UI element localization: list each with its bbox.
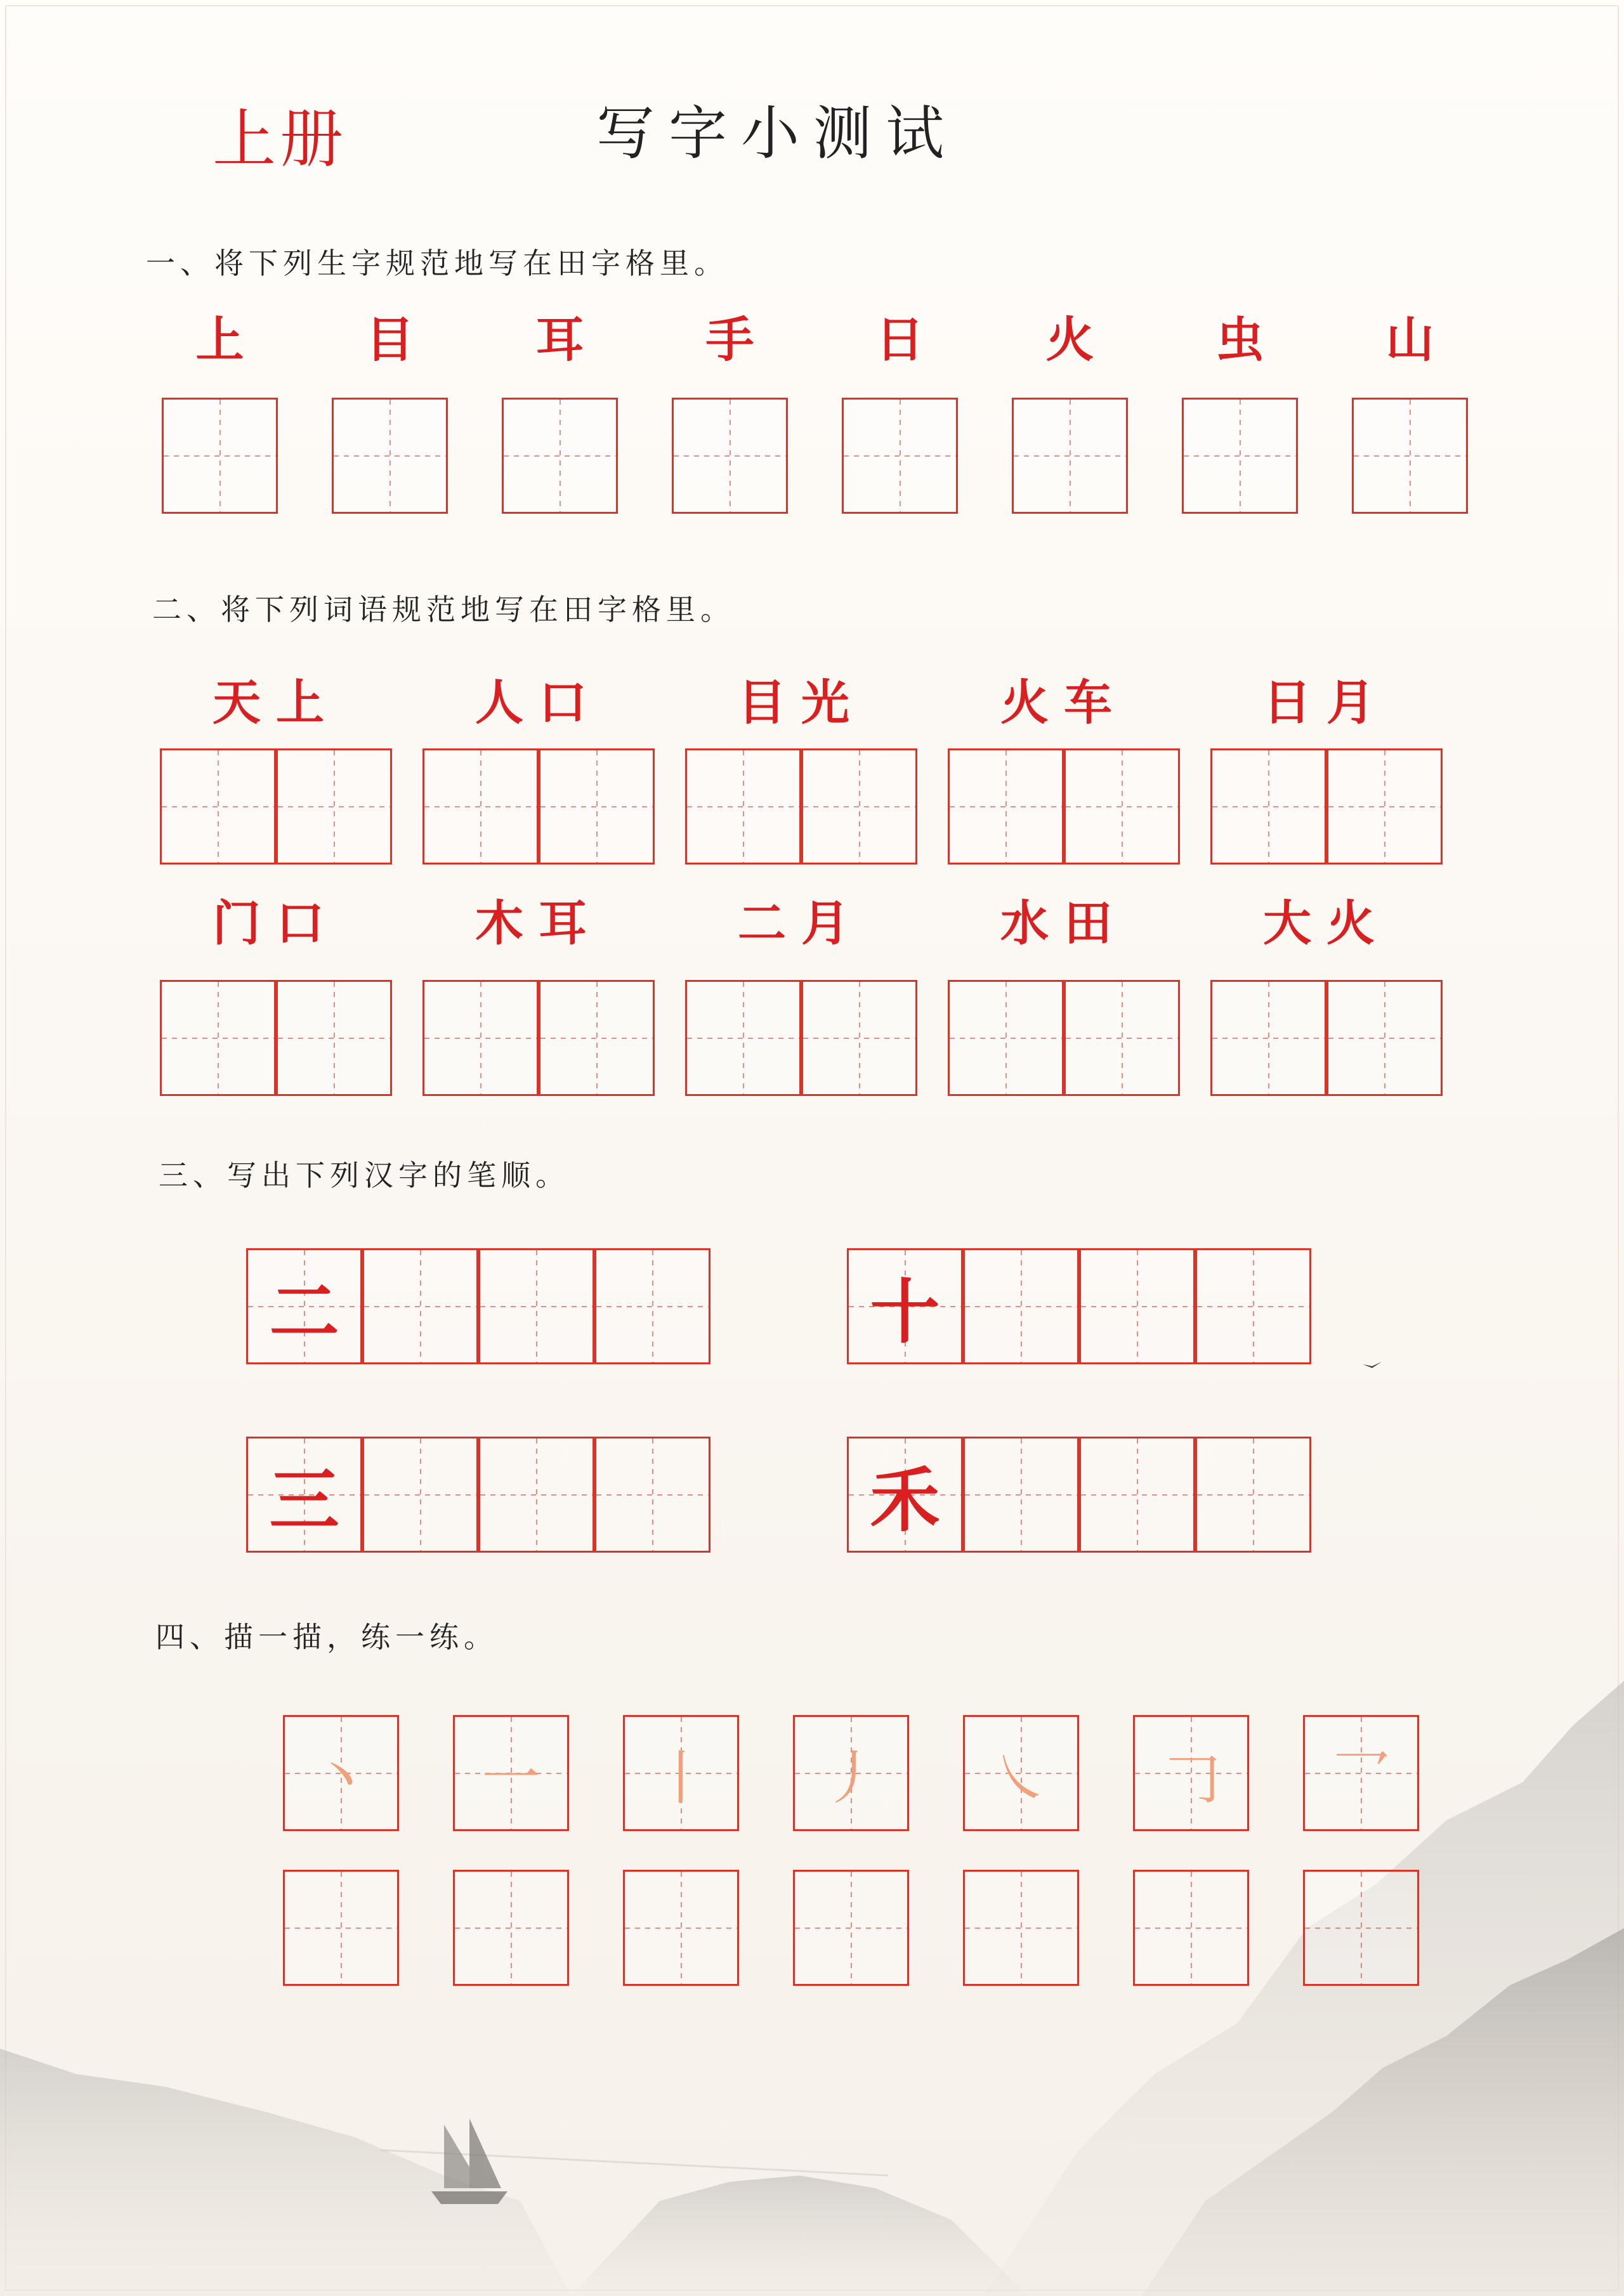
writing-cell[interactable] [963,1248,1079,1364]
word-label: 火车 [1000,674,1127,731]
writing-cell[interactable] [685,980,801,1096]
writing-cell[interactable] [362,1437,478,1553]
stroke-order-cell [847,1437,963,1553]
word-label: 大火 [1263,895,1390,951]
writing-cell[interactable] [801,748,917,864]
writing-cell[interactable] [1352,398,1468,514]
writing-cell[interactable] [362,1248,478,1364]
stroke-order-char: 禾 [870,1459,940,1541]
writing-cell[interactable] [1064,980,1180,1096]
char-label: 耳 [535,311,584,368]
writing-cell[interactable] [1195,1248,1311,1364]
writing-cell[interactable] [1195,1437,1311,1553]
word-label: 木耳 [475,895,602,951]
writing-cell[interactable] [948,980,1064,1096]
stroke-trace: 一 [481,1744,540,1812]
writing-cell[interactable] [1133,1870,1249,1986]
writing-cell[interactable] [453,1870,569,1986]
writing-cell[interactable] [1079,1248,1195,1364]
writing-cell[interactable] [276,748,392,864]
writing-cell[interactable] [160,748,276,864]
stroke-order-cell [246,1248,362,1364]
char-label: 日 [875,311,924,368]
writing-cell[interactable] [672,398,788,514]
trace-cell[interactable] [1133,1715,1249,1831]
writing-cell[interactable] [1064,748,1180,864]
word-label: 天上 [213,674,339,731]
writing-cell[interactable] [948,748,1064,864]
writing-cell[interactable] [422,980,539,1096]
writing-cell[interactable] [162,398,278,514]
writing-cell[interactable] [502,398,618,514]
writing-cell[interactable] [539,980,655,1096]
writing-cell[interactable] [1079,1437,1195,1553]
char-label: 山 [1385,311,1434,368]
section-4-title: 四、描一描，练一练。 [155,1620,498,1654]
stroke-trace: 𠃌 [1162,1744,1221,1812]
writing-cell[interactable] [801,980,917,1096]
writing-cell[interactable] [1012,398,1128,514]
trace-cell[interactable] [453,1715,569,1831]
stroke-trace: 丿 [822,1744,881,1812]
writing-cell[interactable] [963,1437,1079,1553]
stroke-order-char: 三 [269,1459,339,1541]
writing-cell[interactable] [539,748,655,864]
section-2-title: 二、将下列词语规范地写在田字格里。 [152,592,735,627]
stroke-trace: 乛 [1332,1744,1391,1812]
stroke-trace: ㇏ [992,1744,1051,1812]
writing-cell[interactable] [1326,980,1443,1096]
page-title: 写字小测试 [596,100,959,167]
writing-cell[interactable] [793,1870,909,1986]
writing-cell[interactable] [1303,1870,1419,1986]
writing-cell[interactable] [332,398,448,514]
volume-label: 上册 [213,102,347,176]
trace-cell[interactable] [793,1715,909,1831]
writing-cell[interactable] [1326,748,1443,864]
char-label: 目 [365,311,414,368]
stroke-trace: 丶 [311,1744,370,1812]
word-label: 二月 [738,895,865,951]
word-label: 水田 [1000,895,1127,951]
trace-cell[interactable] [963,1715,1079,1831]
writing-cell[interactable] [283,1870,399,1986]
char-label: 上 [195,311,244,368]
char-label: 手 [705,311,754,368]
stroke-trace: 丨 [652,1744,710,1812]
writing-cell[interactable] [422,748,539,864]
stroke-order-char: 二 [269,1270,339,1353]
writing-cell[interactable] [160,980,276,1096]
stroke-order-char: 十 [870,1270,940,1353]
writing-cell[interactable] [478,1248,594,1364]
word-label: 日月 [1263,674,1390,731]
trace-cell[interactable] [1303,1715,1419,1831]
section-3-title: 三、写出下列汉字的笔顺。 [159,1158,570,1192]
writing-cell[interactable] [1210,748,1326,864]
stroke-order-cell [847,1248,963,1364]
writing-cell[interactable] [276,980,392,1096]
word-label: 门口 [213,895,339,951]
section-1-title: 一、将下列生字规范地写在田字格里。 [146,246,728,280]
writing-cell[interactable] [594,1248,710,1364]
char-label: 虫 [1215,311,1264,368]
writing-cell[interactable] [685,748,801,864]
word-label: 目光 [738,674,865,731]
char-label: 火 [1045,311,1094,368]
writing-cell[interactable] [594,1437,710,1553]
bird-icon [1363,1360,1382,1371]
trace-cell[interactable] [283,1715,399,1831]
writing-cell[interactable] [963,1870,1079,1986]
writing-cell[interactable] [623,1870,739,1986]
writing-cell[interactable] [478,1437,594,1553]
writing-cell[interactable] [1182,398,1298,514]
writing-cell[interactable] [1210,980,1326,1096]
word-label: 人口 [475,674,602,731]
writing-cell[interactable] [842,398,958,514]
stroke-order-cell [246,1437,362,1553]
trace-cell[interactable] [623,1715,739,1831]
